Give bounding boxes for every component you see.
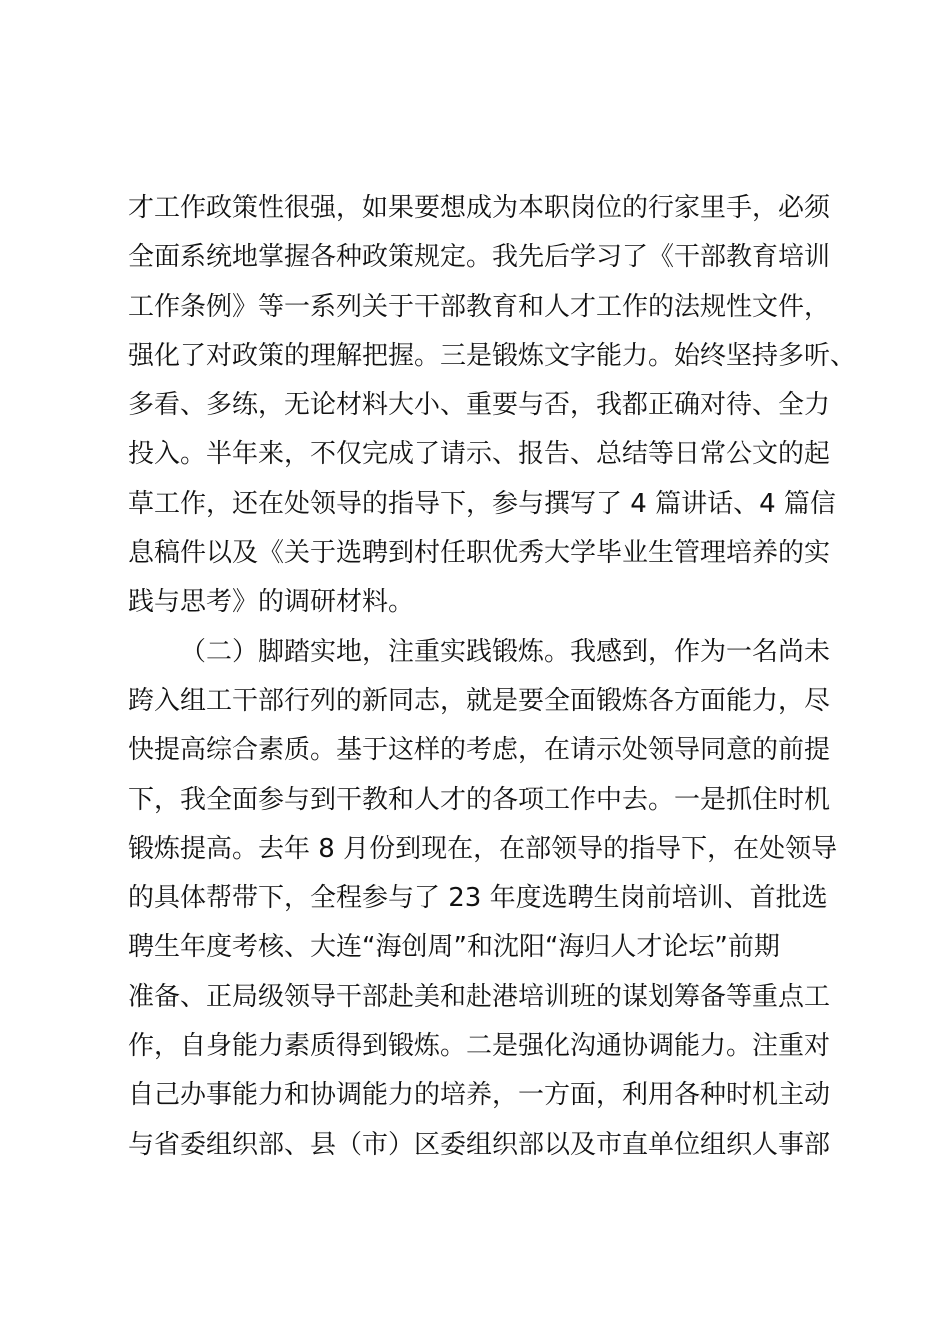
text-line: 工作条例》等一系列关于干部教育和人才工作的法规性文件， [128,291,831,322]
text-line: 锻炼提高。去年 8 月份到现在，在部领导的指导下，在处领导 [128,833,838,864]
text-line: 多看、多练，无论材料大小、重要与否，我都正确对待、全力 [128,390,831,421]
text-line: 下，我全面参与到干教和人才的各项工作中去。一是抓住时机 [128,784,831,815]
text-line: 息稿件以及《关于选聘到村任职优秀大学毕业生管理培养的实 [128,538,831,569]
body-text [128,184,888,1170]
text-line: 强化了对政策的理解把握。三是锻炼文字能力。始终坚持多听、 [128,340,857,371]
text-line: 全面系统地掌握各种政策规定。我先后学习了《干部教育培训 [128,242,831,273]
paragraph-start-line: （二）脚踏实地，注重实践锻炼。我感到，作为一名尚未 [180,636,831,667]
text-line: 草工作，还在处领导的指导下，参与撰写了 4 篇讲话、4 篇信 [128,488,836,519]
text-line: 快提高综合素质。基于这样的考虑，在请示处领导同意的前提 [128,735,831,766]
text-line: 践与思考》的调研材料。 [128,587,415,618]
text-line: 作，自身能力素质得到锻炼。二是强化沟通协调能力。注重对 [128,1031,831,1062]
text-line: 准备、正局级领导干部赴美和赴港培训班的谋划筹备等重点工 [128,981,831,1012]
text-line: 自己办事能力和协调能力的培养，一方面，利用各种时机主动 [128,1080,831,1111]
text-line: 跨入组工干部行列的新同志，就是要全面锻炼各方面能力，尽 [128,685,831,716]
text-line: 与省委组织部、县（市）区委组织部以及市直单位组织人事部 [128,1129,831,1160]
text-line: 聘生年度考核、大连“海创周”和沈阳“海归人才论坛”前期 [128,932,780,963]
text-line: 投入。半年来，不仅完成了请示、报告、总结等日常公文的起 [128,439,831,470]
text-line: 才工作政策性很强，如果要想成为本职岗位的行家里手，必须 [128,193,831,223]
text-line: 的具体帮带下，全程参与了 23 年度选聘生岗前培训、首批选 [128,883,828,914]
